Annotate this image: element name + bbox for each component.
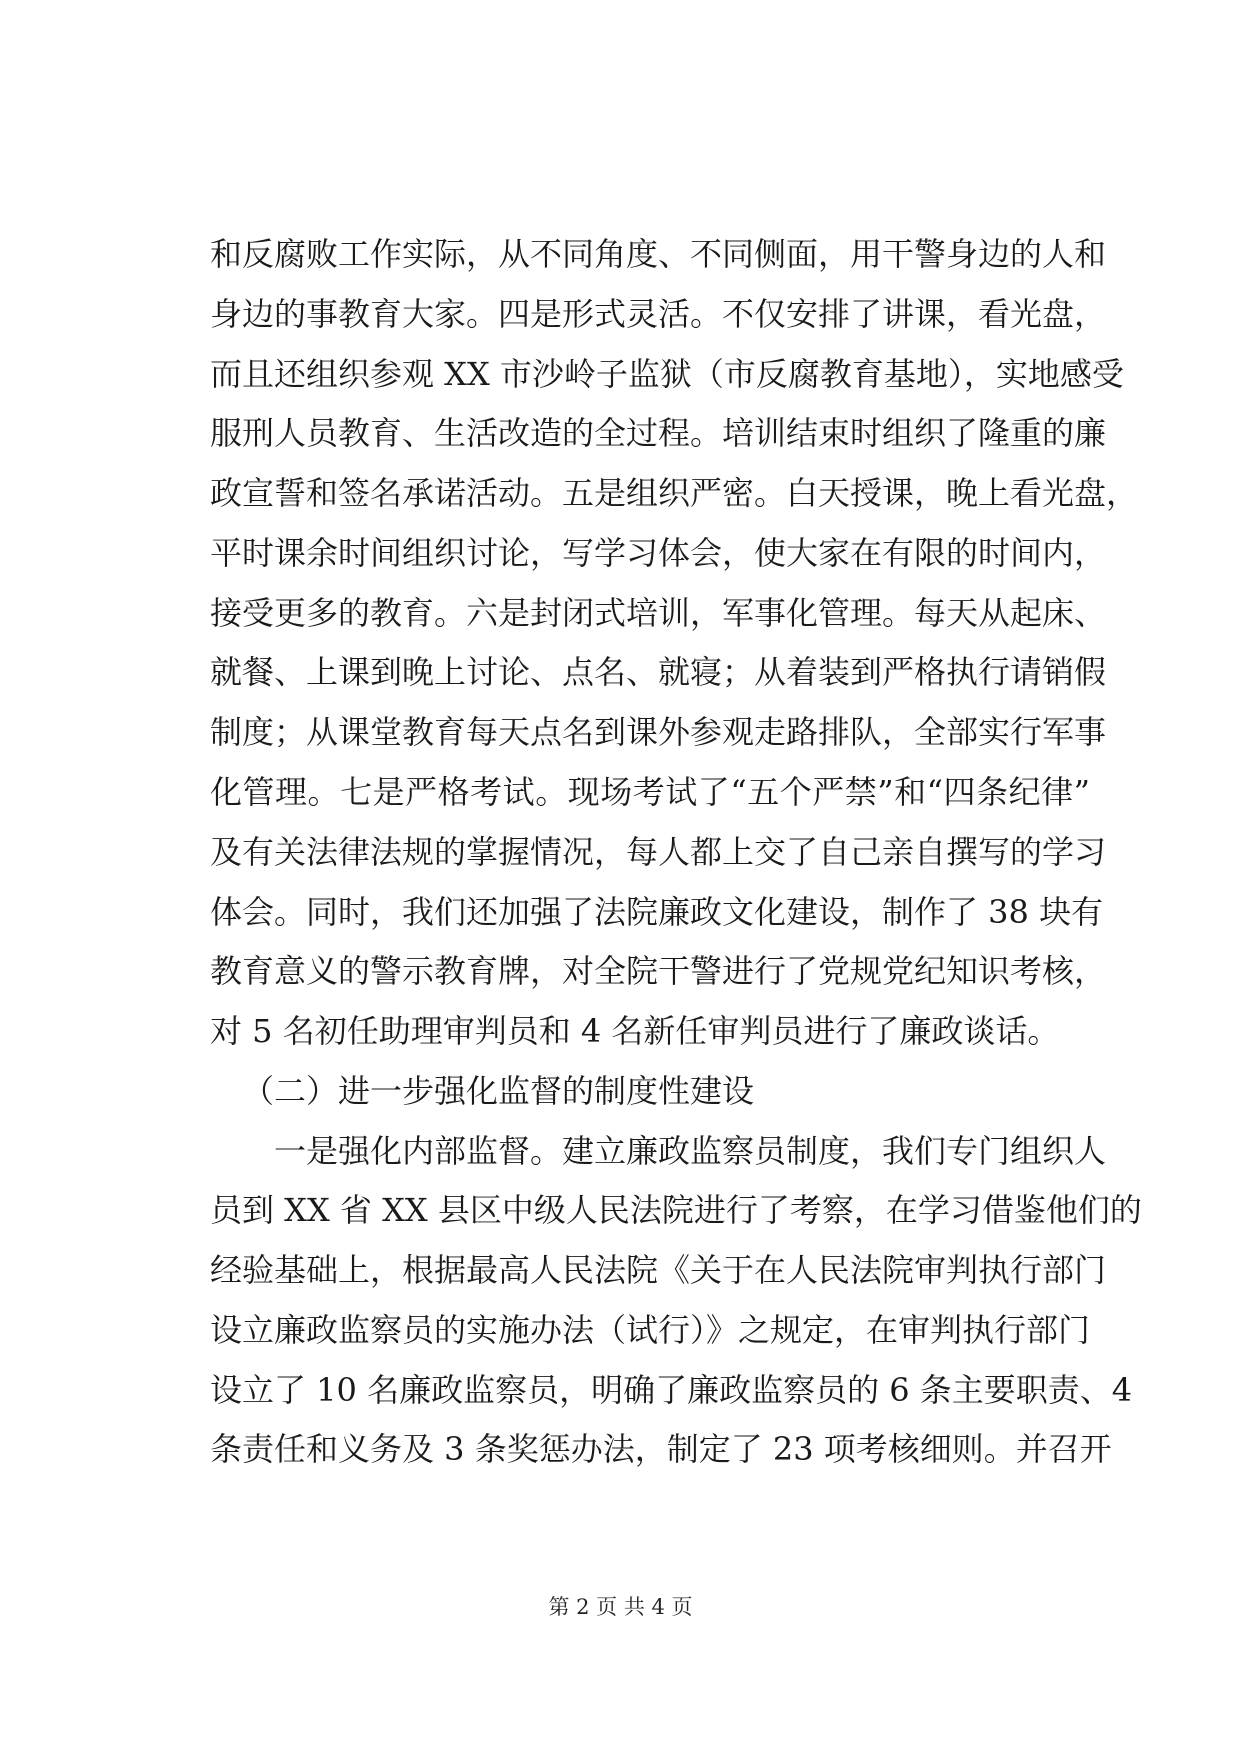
section-text-line: 条责任和义务及 3 条奖惩办法，制定了 23 项考核细则。并召开 xyxy=(210,1430,1112,1468)
body-text-line: 政宣誓和签名承诺活动。五是组织严密。白天授课，晚上看光盘， xyxy=(210,474,1139,512)
section-text-line: 员到 XX 省 XX 县区中级人民法院进行了考察，在学习借鉴他们的 xyxy=(210,1191,1142,1229)
section-text-line: 设立廉政监察员的实施办法（试行）》之规定，在审判执行部门 xyxy=(210,1311,1091,1349)
body-text-line: 和反腐败工作实际，从不同角度、不同侧面，用干警身边的人和 xyxy=(210,235,1107,273)
body-text-line: 及有关法律法规的掌握情况，每人都上交了自己亲自撰写的学习 xyxy=(210,833,1107,871)
section-text-line: 经验基础上，根据最高人民法院《关于在人民法院审判执行部门 xyxy=(210,1251,1107,1289)
body-text-line: 身边的事教育大家。四是形式灵活。不仅安排了讲课，看光盘， xyxy=(210,295,1107,333)
section-text-line: 一是强化内部监督。建立廉政监察员制度，我们专门组织人 xyxy=(274,1132,1107,1170)
body-text-line: 教育意义的警示教育牌，对全院干警进行了党规党纪知识考核， xyxy=(210,952,1107,990)
body-text-line: 体会。同时，我们还加强了法院廉政文化建设，制作了 38 块有 xyxy=(210,893,1104,931)
body-text-line: 而且还组织参观 XX 市沙岭子监狱（市反腐教育基地），实地感受 xyxy=(210,355,1124,393)
body-text-line: 服刑人员教育、生活改造的全过程。培训结束时组织了隆重的廉 xyxy=(210,414,1107,452)
body-text-line: 化管理。七是严格考试。现场考试了“五个严禁”和“四条纪律” xyxy=(210,773,1090,811)
body-text-line: 制度；从课堂教育每天点名到课外参观走路排队，全部实行军事 xyxy=(210,713,1107,751)
section-heading: （二）进一步强化监督的制度性建设 xyxy=(242,1072,755,1110)
section-text-line: 设立了 10 名廉政监察员，明确了廉政监察员的 6 条主要职责、4 xyxy=(210,1371,1133,1409)
body-text-line: 就餐、上课到晚上讨论、点名、就寝；从着装到严格执行请销假 xyxy=(210,653,1107,691)
body-text-line: 接受更多的教育。六是封闭式培训，军事化管理。每天从起床、 xyxy=(210,594,1107,632)
body-text-line: 对 5 名初任助理审判员和 4 名新任审判员进行了廉政谈话。 xyxy=(210,1012,1060,1050)
body-text-line: 平时课余时间组织讨论，写学习体会，使大家在有限的时间内， xyxy=(210,534,1107,572)
page-footer: 第 2 页 共 4 页 xyxy=(548,1595,693,1619)
